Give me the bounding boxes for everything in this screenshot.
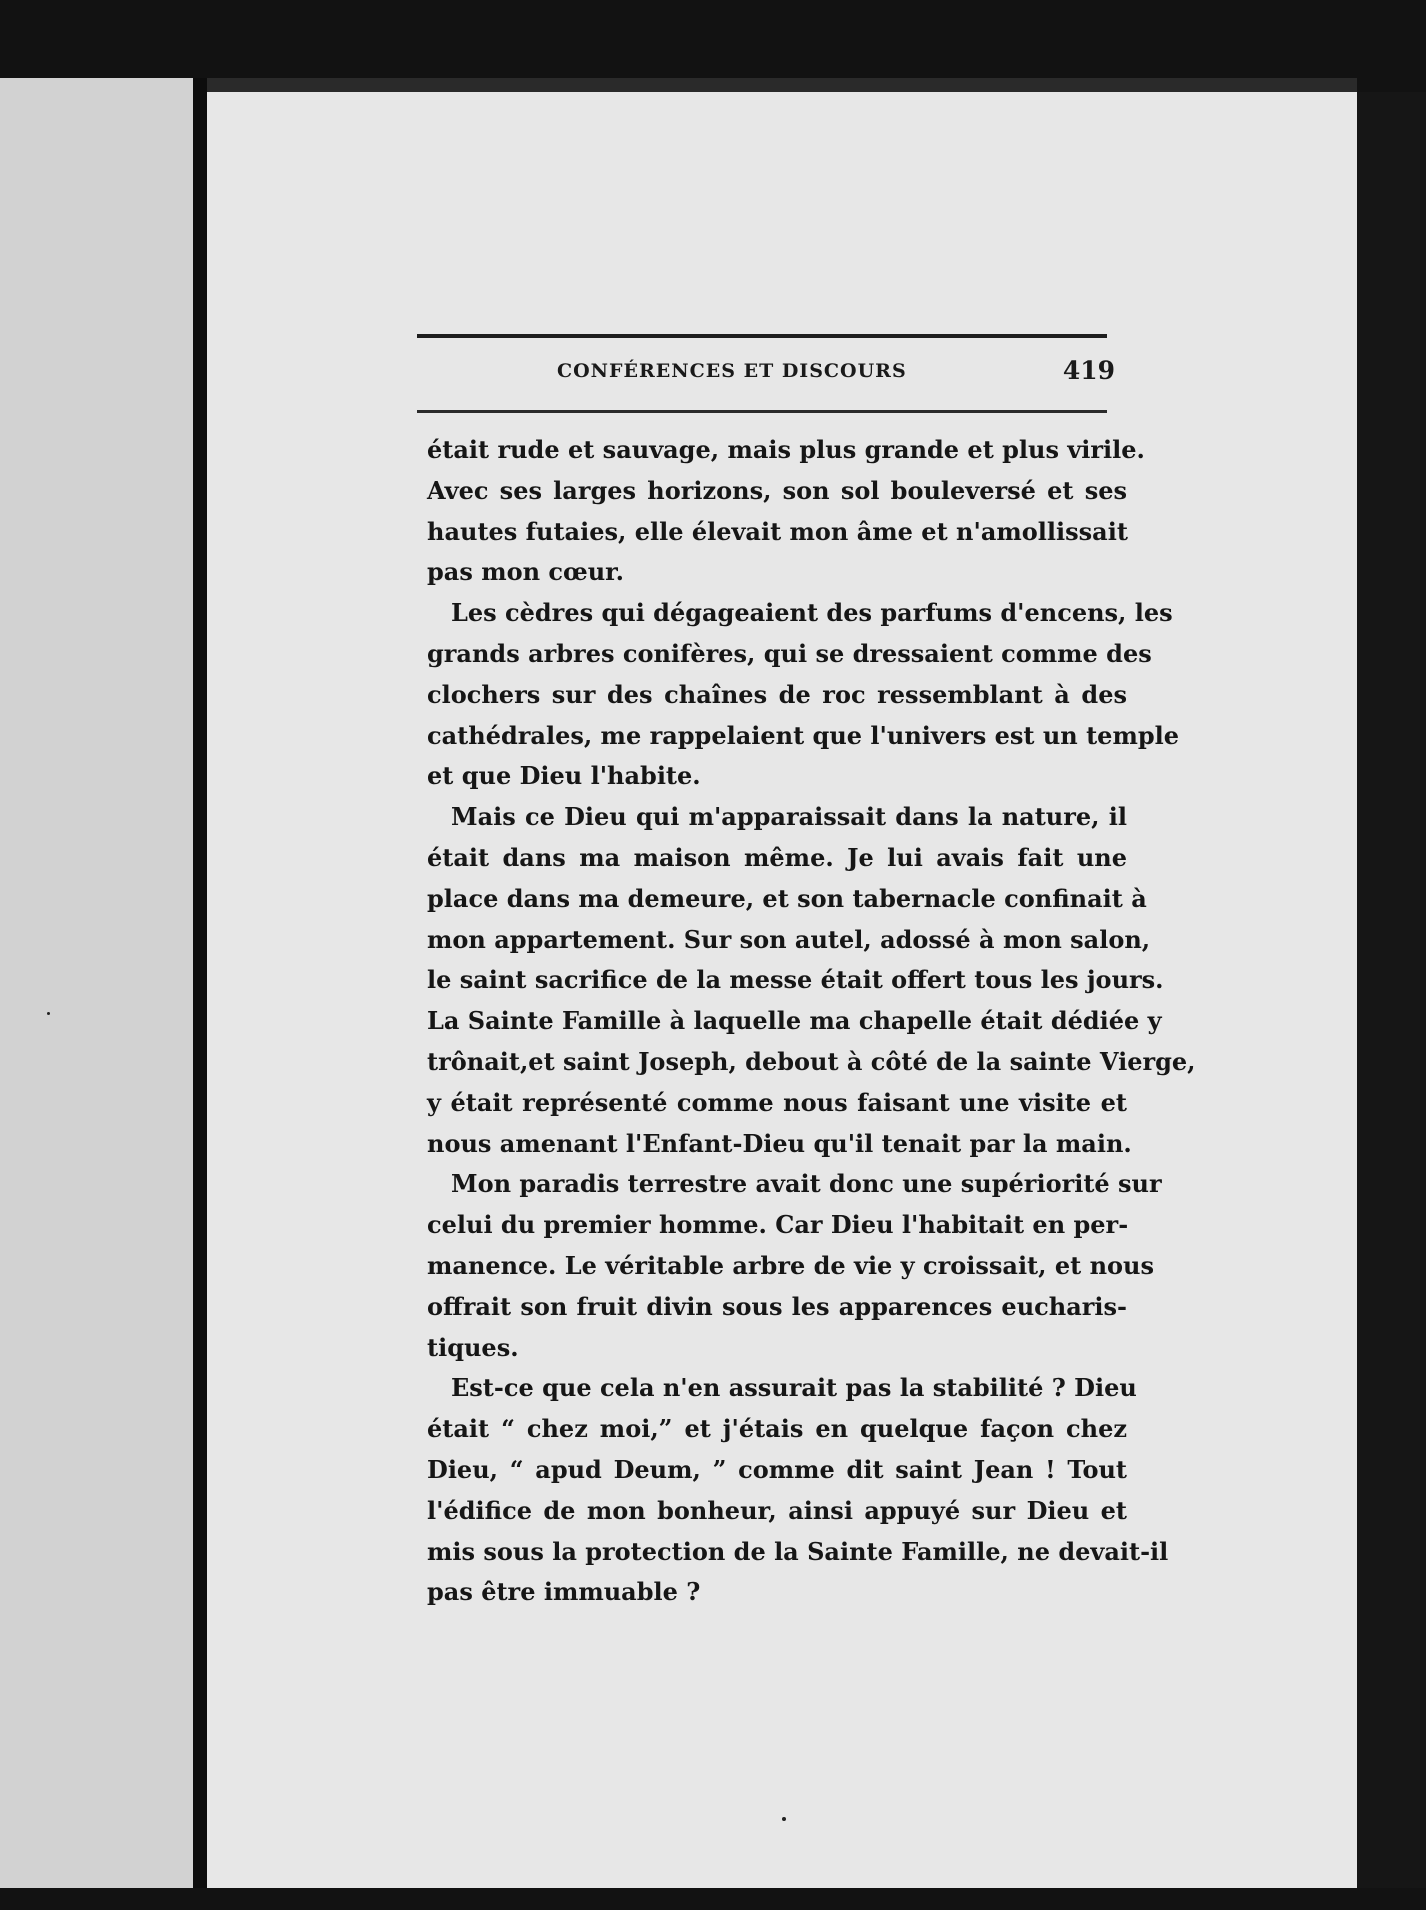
- header-bottom-rule: [417, 410, 1107, 413]
- text-line: le saint sacrifice de la messe était offert tous les jours.: [427, 965, 1164, 995]
- text-line: trônait,et saint Joseph, debout à côté de la sainte Vierge,: [427, 1046, 1196, 1076]
- text-line: y était représenté comme nous faisant une visite et: [427, 1087, 1127, 1117]
- text-line: Mon paradis terrestre avait donc une supériorité sur: [451, 1169, 1162, 1199]
- paper-speck: [782, 1817, 786, 1821]
- running-head-title: CONFÉRENCES ET DISCOURS: [557, 360, 907, 382]
- text-line: nous amenant l'Enfant-Dieu qu'il tenait par la main.: [427, 1128, 1132, 1158]
- text-line: mis sous la protection de la Sainte Famille, ne devait-il: [427, 1536, 1169, 1566]
- running-head: [417, 356, 1117, 400]
- text-line: offrait son fruit divin sous les apparences eucharis-: [427, 1291, 1127, 1321]
- text-line: Dieu, “ apud Deum, ” comme dit saint Jean ! Tout: [427, 1454, 1127, 1484]
- text-line: manence. Le véritable arbre de vie y croissait, et nous: [427, 1250, 1154, 1280]
- text-line: Avec ses larges horizons, son sol bouleversé et ses: [427, 475, 1127, 505]
- text-line: était “ chez moi,” et j'étais en quelque façon chez: [427, 1414, 1127, 1444]
- page-top-edge: [207, 78, 1357, 92]
- text-line: cathédrales, me rappelaient que l'univers est un temple: [427, 720, 1180, 750]
- text-line: Les cèdres qui dégageaient des parfums d'encens, les: [451, 598, 1173, 628]
- book-page: [207, 92, 1357, 1888]
- text-line: grands arbres conifères, qui se dressaient comme des: [427, 638, 1152, 668]
- header-top-rule: [417, 334, 1107, 338]
- text-line: clochers sur des chaînes de roc ressemblant à des: [427, 679, 1127, 709]
- text-line: place dans ma demeure, et son tabernacle confinait à: [427, 883, 1147, 913]
- text-line: l'édifice de mon bonheur, ainsi appuyé sur Dieu et: [427, 1495, 1127, 1525]
- text-line: était rude et sauvage, mais plus grande et plus virile.: [427, 435, 1145, 464]
- facing-page-edge: [0, 78, 193, 1888]
- text-line: et que Dieu l'habite.: [427, 761, 701, 791]
- text-line: mon appartement. Sur son autel, adossé à mon salon,: [427, 924, 1151, 954]
- page-number: 419: [1062, 356, 1115, 385]
- paper-speck: [47, 1012, 50, 1015]
- book-spine: [193, 78, 207, 1888]
- text-line: celui du premier homme. Car Dieu l'habitait en per-: [427, 1210, 1129, 1240]
- text-line: était dans ma maison même. Je lui avais fait une: [427, 842, 1127, 872]
- page-right-edge: [1357, 92, 1426, 1888]
- text-line: pas mon cœur.: [427, 557, 624, 587]
- text-line: Mais ce Dieu qui m'apparaissait dans la nature, il: [451, 802, 1127, 832]
- text-line: tiques.: [427, 1332, 519, 1362]
- text-line: hautes futaies, elle élevait mon âme et n'amollissait: [427, 516, 1128, 546]
- text-line: Est-ce que cela n'en assurait pas la stabilité ? Dieu: [451, 1373, 1137, 1403]
- text-line: La Sainte Famille à laquelle ma chapelle était dédiée y: [427, 1006, 1162, 1036]
- text-line: pas être immuable ?: [427, 1577, 701, 1607]
- body-text: [427, 430, 1196, 1613]
